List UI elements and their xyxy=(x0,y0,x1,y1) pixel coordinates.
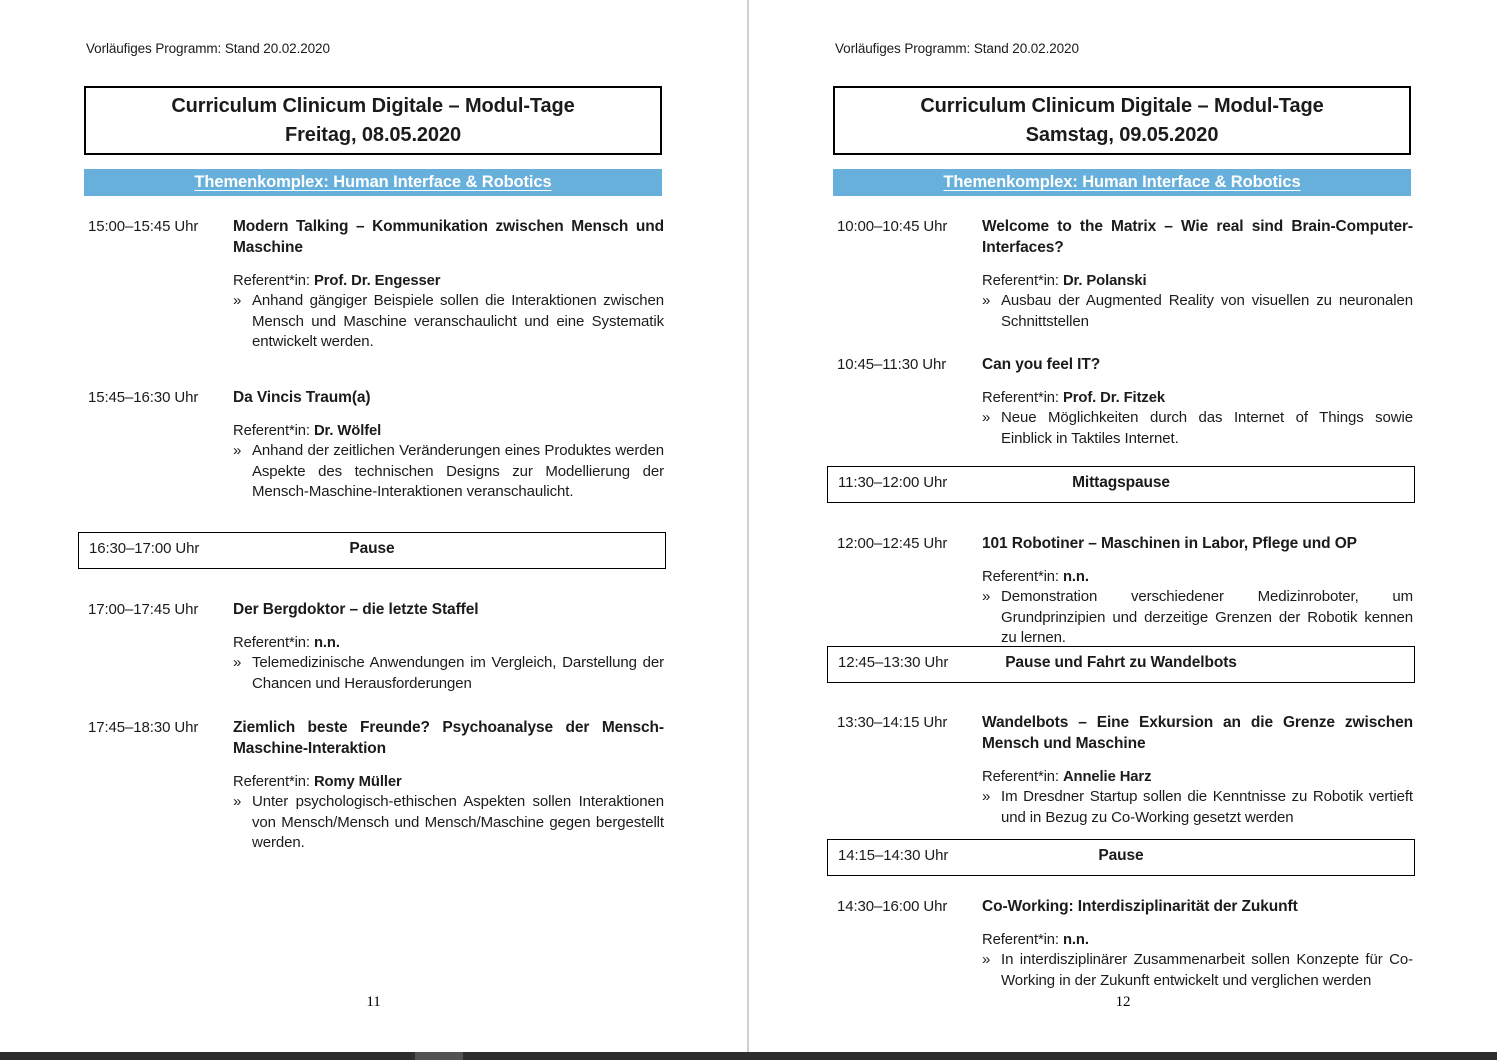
session-entry xyxy=(837,533,1413,649)
session-entry xyxy=(837,896,1413,991)
referent-label: Referent*in: xyxy=(233,774,310,790)
session-entry xyxy=(88,216,664,353)
session-title: Ziemlich beste Freunde? Psychoanalyse der Mensch-Maschine-Interaktion xyxy=(233,719,664,757)
session-entry xyxy=(837,216,1413,332)
referent-line xyxy=(982,931,1413,950)
session-entry xyxy=(837,354,1413,449)
bullet-item xyxy=(233,441,664,503)
bullet-text: Telemedizinische Anwendungen im Vergleich, Darstellung der Chancen und Herausforderungen xyxy=(252,654,664,692)
break-label: Mittagspause xyxy=(1072,474,1170,491)
bullet-item xyxy=(233,291,664,353)
break-time: 11:30–12:00 Uhr xyxy=(838,474,948,491)
session-entry xyxy=(837,712,1413,828)
bullet-item xyxy=(233,792,664,854)
session-title: Modern Talking – Kommunikation zwischen Mensch und Maschine xyxy=(233,218,664,256)
referent-label: Referent*in: xyxy=(233,273,310,289)
double-angle-bullet-icon: » xyxy=(233,793,242,810)
break-time: 16:30–17:00 Uhr xyxy=(89,540,200,557)
bullet-item xyxy=(982,950,1413,991)
session-entry xyxy=(88,599,664,694)
session-time: 17:45–18:30 Uhr xyxy=(88,719,199,736)
referent-line xyxy=(982,389,1413,408)
bullet-text: Demonstration verschiedener Medizinroboter, um Grundprinzipien und derzeitige Grenzen der Robotik kennen zu lernen. xyxy=(1001,588,1413,646)
page-divider xyxy=(747,0,749,1052)
program-date: Samstag, 09.05.2020 xyxy=(1025,124,1219,146)
break-time: 14:15–14:30 Uhr xyxy=(838,847,949,864)
break-row xyxy=(827,839,1415,876)
session-entry xyxy=(88,717,664,854)
bullet-text: Anhand gängiger Beispiele sollen die Interaktionen zwischen Mensch und Maschine veranschaulicht und eine Systematik entwickelt werden. xyxy=(252,292,664,350)
referent-label: Referent*in: xyxy=(982,273,1059,289)
session-title: Da Vincis Traum(a) xyxy=(233,389,371,406)
referent-line xyxy=(982,768,1413,787)
page-12 xyxy=(749,0,1497,1052)
session-title: Co-Working: Interdisziplinarität der Zukunft xyxy=(982,898,1298,915)
referent-label: Referent*in: xyxy=(982,390,1059,406)
double-angle-bullet-icon: » xyxy=(233,442,242,459)
session-time: 10:45–11:30 Uhr xyxy=(837,356,947,373)
referent-name: Annelie Harz xyxy=(1062,769,1152,785)
break-row xyxy=(78,532,666,569)
referent-label: Referent*in: xyxy=(233,423,310,439)
bullet-item xyxy=(982,587,1413,649)
bullet-item xyxy=(982,291,1413,332)
referent-line xyxy=(233,422,664,441)
break-label: Pause xyxy=(349,540,395,557)
session-title: Der Bergdoktor – die letzte Staffel xyxy=(233,601,479,618)
referent-label: Referent*in: xyxy=(982,569,1059,585)
referent-line xyxy=(233,773,664,792)
bullet-text: Unter psychologisch-ethischen Aspekten sollen Interaktionen von Mensch/Mensch und Mensch/Maschine gegen bergestellt werden. xyxy=(252,793,664,851)
referent-name: Prof. Dr. Engesser xyxy=(313,273,441,289)
referent-name: Dr. Wölfel xyxy=(313,423,382,439)
scrollbar-thumb[interactable] xyxy=(415,1052,463,1060)
session-time: 12:00–12:45 Uhr xyxy=(837,535,948,552)
double-angle-bullet-icon: » xyxy=(982,409,991,426)
referent-name: n.n. xyxy=(1062,569,1089,585)
break-label: Pause und Fahrt zu Wandelbots xyxy=(1005,654,1237,671)
double-angle-bullet-icon: » xyxy=(982,588,991,605)
referent-line xyxy=(233,634,664,653)
horizontal-scrollbar[interactable] xyxy=(0,1052,1497,1060)
program-title: Curriculum Clinicum Digitale – Modul-Tage xyxy=(920,95,1324,117)
session-time: 15:45–16:30 Uhr xyxy=(88,389,199,406)
double-angle-bullet-icon: » xyxy=(982,788,991,805)
session-title: 101 Robotiner – Maschinen in Labor, Pflege und OP xyxy=(982,535,1357,552)
session-time: 15:00–15:45 Uhr xyxy=(88,218,199,235)
program-title: Curriculum Clinicum Digitale – Modul-Tage xyxy=(171,95,575,117)
theme-banner xyxy=(84,169,662,196)
theme-banner xyxy=(833,169,1411,196)
stand-note: Vorläufiges Programm: Stand 20.02.2020 xyxy=(835,41,1079,56)
session-title: Wandelbots – Eine Exkursion an die Grenze zwischen Mensch und Maschine xyxy=(982,714,1413,752)
double-angle-bullet-icon: » xyxy=(233,654,242,671)
bullet-text: Im Dresdner Startup sollen die Kenntnisse zu Robotik vertieft und in Bezug zu Co-Working gesetzt werden xyxy=(1001,788,1413,826)
stand-note: Vorläufiges Programm: Stand 20.02.2020 xyxy=(86,41,330,56)
referent-name: Dr. Polanski xyxy=(1062,273,1147,289)
session-title: Welcome to the Matrix – Wie real sind Brain-Computer-Interfaces? xyxy=(982,218,1413,256)
break-row xyxy=(827,646,1415,683)
bullet-item xyxy=(233,653,664,694)
session-title: Can you feel IT? xyxy=(982,356,1101,373)
referent-label: Referent*in: xyxy=(982,769,1059,785)
referent-line xyxy=(233,272,664,291)
bullet-text: Neue Möglichkeiten durch das Internet of Things sowie Einblick in Taktiles Internet. xyxy=(1001,409,1413,447)
bullet-item xyxy=(982,408,1413,449)
page-title-box xyxy=(833,86,1411,155)
page-11 xyxy=(0,0,747,1052)
session-time: 14:30–16:00 Uhr xyxy=(837,898,948,915)
bullet-text: In interdisziplinärer Zusammenarbeit sollen Konzepte für Co-Working in der Zukunft entwickelt und verglichen werden xyxy=(1001,951,1413,989)
program-date: Freitag, 08.05.2020 xyxy=(285,124,461,146)
break-row xyxy=(827,466,1415,503)
page-number: 12 xyxy=(1115,994,1131,1010)
double-angle-bullet-icon: » xyxy=(982,951,991,968)
double-angle-bullet-icon: » xyxy=(982,292,991,309)
bullet-text: Anhand der zeitlichen Veränderungen eines Produktes werden Aspekte des technischen Designs zur Modellierung der Mensch-Maschine-Interaktionen veranschaulicht. xyxy=(252,442,664,500)
bullet-text: Ausbau der Augmented Reality von visuellen zu neuronalen Schnittstellen xyxy=(1001,292,1413,330)
session-time: 17:00–17:45 Uhr xyxy=(88,601,199,618)
referent-label: Referent*in: xyxy=(982,932,1059,948)
double-angle-bullet-icon: » xyxy=(233,292,242,309)
referent-name: Romy Müller xyxy=(313,774,402,790)
referent-line xyxy=(982,568,1413,587)
page-title-box xyxy=(84,86,662,155)
session-time: 10:00–10:45 Uhr xyxy=(837,218,948,235)
referent-label: Referent*in: xyxy=(233,635,310,651)
theme-banner-label: Themenkomplex: Human Interface & Robotics xyxy=(943,173,1301,191)
break-label: Pause xyxy=(1098,847,1144,864)
referent-name: n.n. xyxy=(1062,932,1089,948)
session-time: 13:30–14:15 Uhr xyxy=(837,714,948,731)
referent-line xyxy=(982,272,1413,291)
break-time: 12:45–13:30 Uhr xyxy=(838,654,949,671)
theme-banner-label: Themenkomplex: Human Interface & Robotics xyxy=(194,173,552,191)
session-entry xyxy=(88,387,664,503)
referent-name: Prof. Dr. Fitzek xyxy=(1062,390,1165,406)
bullet-item xyxy=(982,787,1413,828)
page-number: 11 xyxy=(366,994,381,1010)
referent-name: n.n. xyxy=(313,635,340,651)
